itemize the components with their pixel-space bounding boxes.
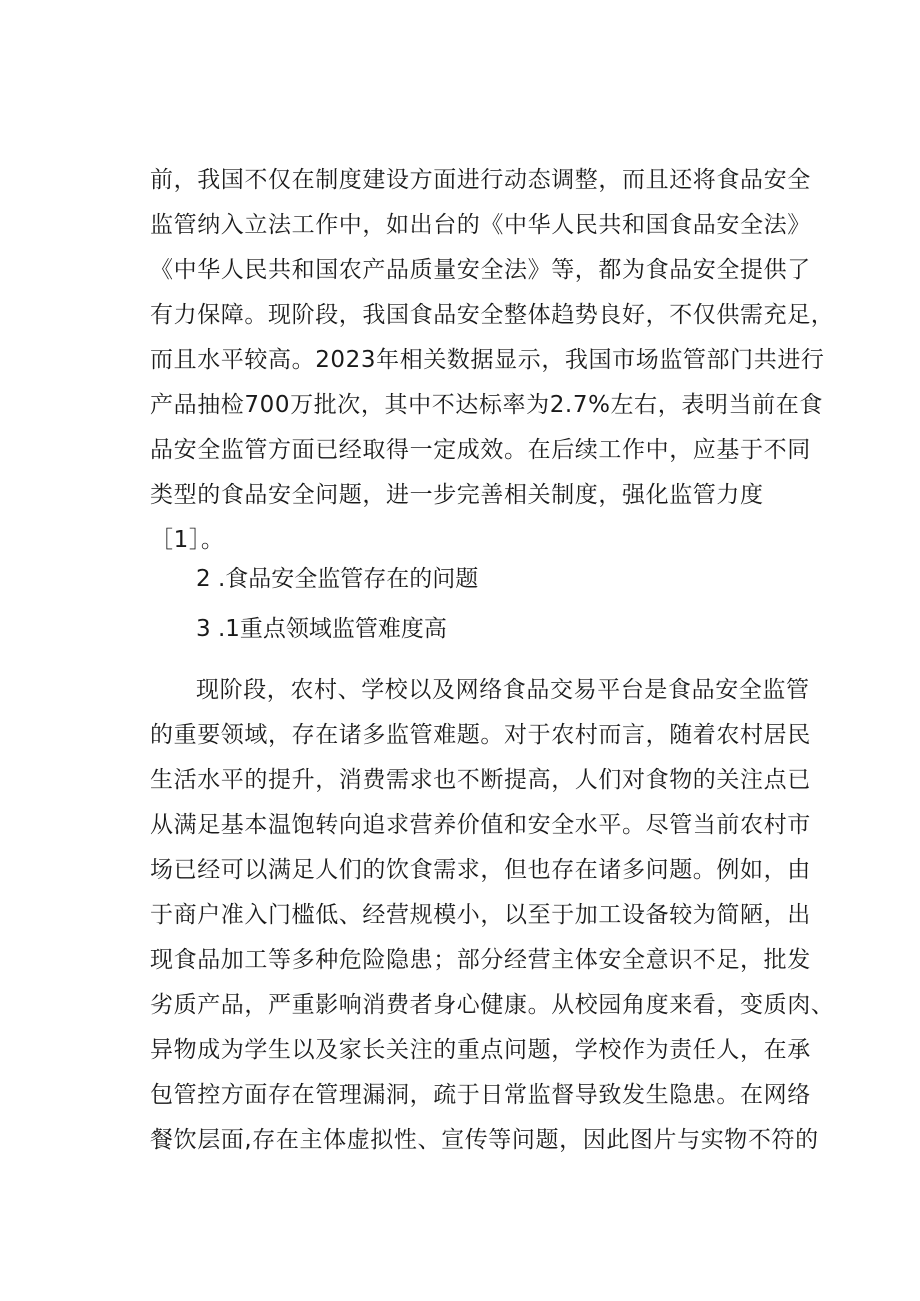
text-line: 场已经可以满足人们的饮食需求，但也存在诸多问题。例如，由 bbox=[150, 857, 811, 883]
text-line: 品安全监管方面已经取得一定成效。在后续工作中，应基于不同 bbox=[150, 437, 811, 463]
paragraph-food-safety-status bbox=[150, 158, 835, 563]
text-line: 前，我国不仅在制度建设方面进行动态调整，而且还将食品安全 bbox=[150, 167, 811, 193]
text-line: 生活水平的提升，消费需求也不断提高，人们对食物的关注点已 bbox=[150, 767, 811, 793]
text-line: 有力保障。现阶段，我国食品安全整体趋势良好，不仅供需充足， bbox=[150, 302, 835, 328]
text-line: 类型的食品安全问题，进一步完善相关制度，强化监管力度 bbox=[150, 482, 764, 508]
text-line: 监管纳入立法工作中，如出台的《中华人民共和国食品安全法》 bbox=[150, 212, 811, 238]
text-line: ［1］。 bbox=[150, 527, 225, 553]
text-line: 异物成为学生以及家长关注的重点问题，学校作为责任人，在承 bbox=[150, 1037, 811, 1063]
paragraph-key-areas bbox=[150, 668, 835, 1163]
text-line: 产品抽检700万批次，其中不达标率为2.7%左右，表明当前在食 bbox=[150, 392, 823, 418]
text-line: 现食品加工等多种危险隐患；部分经营主体安全意识不足，批发 bbox=[150, 947, 811, 973]
text-line: 劣质产品，严重影响消费者身心健康。从校园角度来看，变质肉、 bbox=[150, 992, 835, 1018]
text-line: 于商户准入门槛低、经营规模小，以至于加工设备较为简陋，出 bbox=[150, 902, 811, 928]
subsection-heading: 3 .1重点领域监管难度高 bbox=[196, 616, 447, 642]
text-line: 而且水平较高。2023年相关数据显示，我国市场监管部门共进行 bbox=[150, 347, 825, 373]
text-line: 的重要领域，存在诸多监管难题。对于农村而言，随着农村居民 bbox=[150, 722, 811, 748]
text-line: 餐饮层面,存在主体虚拟性、宣传等问题，因此图片与实物不符的 bbox=[150, 1127, 819, 1153]
text-line: 从满足基本温饱转向追求营养价值和安全水平。尽管当前农村市 bbox=[150, 812, 811, 838]
text-line: 《中华人民共和国农产品质量安全法》等，都为食品安全提供了 bbox=[150, 257, 811, 283]
text-line: 包管控方面存在管理漏洞，疏于日常监督导致发生隐患。在网络 bbox=[150, 1082, 811, 1108]
section-heading: 2 .食品安全监管存在的问题 bbox=[196, 566, 479, 592]
text-line: 现阶段，农村、学校以及网络食品交易平台是食品安全监管 bbox=[196, 677, 810, 703]
